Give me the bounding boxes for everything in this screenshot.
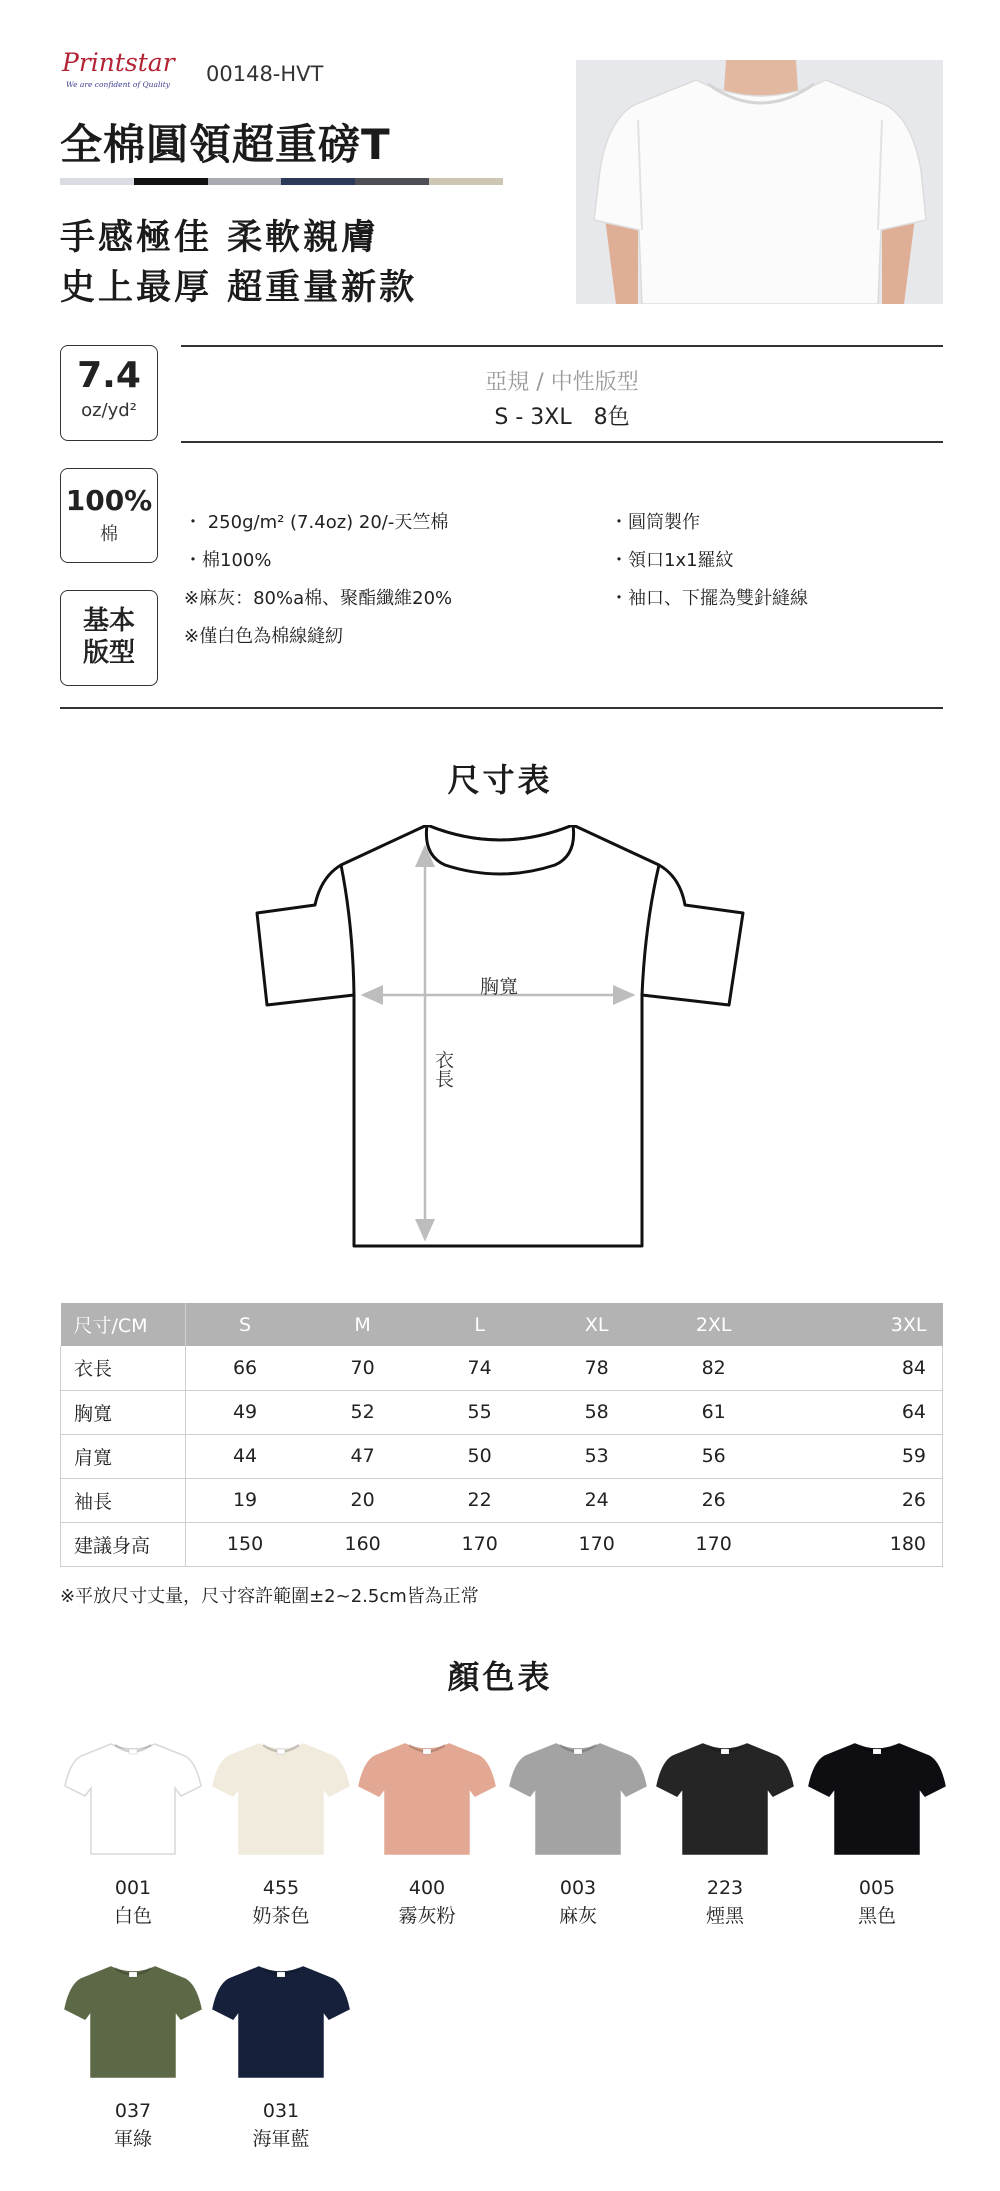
material-label: 棉 [100, 524, 118, 545]
size-column-header: L [421, 1303, 538, 1346]
size-cell: 150 [186, 1522, 305, 1566]
size-cell: 59 [772, 1434, 942, 1478]
size-row-label: 肩寬 [61, 1434, 186, 1478]
color-name: 白色 [113, 1905, 152, 1927]
size-cell: 180 [772, 1522, 942, 1566]
size-column-header: S [186, 1303, 305, 1346]
size-row-label: 衣長 [61, 1346, 186, 1390]
color-name: 霧灰粉 [398, 1905, 456, 1927]
size-cell: 47 [304, 1434, 421, 1478]
tshirt-color-swatch-icon [211, 1961, 351, 2081]
size-cell: 160 [304, 1522, 421, 1566]
size-cell: 24 [538, 1478, 655, 1522]
size-table-row [61, 1346, 943, 1390]
body-length-label: 衣長 [432, 1050, 454, 1088]
brand-logo [60, 45, 178, 93]
size-table-header [61, 1303, 943, 1346]
size-cell: 170 [538, 1522, 655, 1566]
color-bar-segment [60, 178, 134, 185]
color-option [211, 1738, 351, 1928]
size-column-header: M [304, 1303, 421, 1346]
size-cell: 61 [655, 1390, 772, 1434]
color-name: 奶茶色 [252, 1905, 310, 1927]
size-table-row [61, 1478, 943, 1522]
brand-logo-text: Printstar [62, 48, 175, 77]
product-code: 00148-HVT [206, 62, 324, 86]
product-title: 全棉圓領超重磅T [60, 120, 391, 169]
color-swatch-bar [60, 178, 503, 185]
feature-item: ※麻灰：80%a棉、聚酯纖維20% [184, 588, 453, 609]
size-cell: 19 [186, 1478, 305, 1522]
color-bar-segment [429, 178, 503, 185]
color-code: 400 [408, 1877, 446, 1899]
chest-width-label: 胸寬 [480, 976, 519, 998]
size-cell: 26 [655, 1478, 772, 1522]
model-photo [576, 60, 943, 304]
size-table-corner-header: 尺寸/CM [61, 1303, 186, 1346]
size-cell: 170 [655, 1522, 772, 1566]
fabric-weight-badge [60, 345, 158, 441]
divider [181, 441, 943, 443]
color-code: 223 [706, 1877, 744, 1899]
color-code: 037 [114, 2100, 152, 2122]
size-table-row [61, 1390, 943, 1434]
feature-item: ・ 250g/m² (7.4oz) 20/-天竺棉 [184, 512, 449, 533]
size-cell: 64 [772, 1390, 942, 1434]
size-cell: 170 [421, 1522, 538, 1566]
fit-badge-line-2: 版型 [82, 638, 135, 668]
size-cell: 82 [655, 1346, 772, 1390]
fabric-weight-unit: oz/yd² [81, 400, 137, 421]
tshirt-color-swatch-icon [63, 1738, 203, 1858]
size-cell: 20 [304, 1478, 421, 1522]
color-name: 麻灰 [558, 1905, 597, 1927]
size-cell: 84 [772, 1346, 942, 1390]
size-cell: 22 [421, 1478, 538, 1522]
size-cell: 49 [186, 1390, 305, 1434]
color-option [211, 1961, 351, 2151]
size-column-header: XL [538, 1303, 655, 1346]
size-cell: 70 [304, 1346, 421, 1390]
color-option [63, 1961, 203, 2151]
feature-item: ・棉100% [184, 550, 272, 571]
features-left-list [184, 512, 452, 664]
tshirt-color-swatch-icon [508, 1738, 648, 1858]
fabric-weight-value: 7.4 [77, 355, 141, 396]
feature-item: ※僅白色為棉線縫紉 [184, 626, 344, 647]
size-table [60, 1303, 943, 1567]
size-range: S - 3XL 8色 [494, 405, 630, 430]
color-code: 001 [114, 1877, 152, 1899]
tshirt-color-swatch-icon [655, 1738, 795, 1858]
tshirt-measurement-diagram [255, 825, 745, 1265]
color-name: 煙黑 [705, 1905, 744, 1927]
color-option [655, 1738, 795, 1928]
material-value: 100% [65, 484, 153, 517]
size-cell: 56 [655, 1434, 772, 1478]
color-bar-segment [134, 178, 208, 185]
size-row-label: 胸寬 [61, 1390, 186, 1434]
size-cell: 66 [186, 1346, 305, 1390]
tshirt-color-swatch-icon [211, 1738, 351, 1858]
divider [181, 345, 943, 347]
size-cell: 26 [772, 1478, 942, 1522]
color-code: 005 [858, 1877, 896, 1899]
color-chart-title: 顏色表 [447, 1658, 553, 1696]
tshirt-color-swatch-icon [357, 1738, 497, 1858]
size-table-row [61, 1434, 943, 1478]
size-table-row [61, 1522, 943, 1566]
tshirt-color-swatch-icon [63, 1961, 203, 2081]
size-cell: 52 [304, 1390, 421, 1434]
size-column-header: 2XL [655, 1303, 772, 1346]
size-cell: 44 [186, 1434, 305, 1478]
size-cell: 74 [421, 1346, 538, 1390]
size-cell: 78 [538, 1346, 655, 1390]
features-right-list [610, 512, 808, 626]
color-code: 003 [559, 1877, 597, 1899]
fit-badge-line-1: 基本 [82, 606, 135, 636]
color-name: 軍綠 [113, 2128, 152, 2150]
fit-badge [60, 590, 158, 686]
material-badge [60, 468, 158, 563]
feature-item: ・袖口、下擺為雙針縫線 [610, 588, 808, 609]
size-chart-title: 尺寸表 [447, 761, 553, 799]
slogan-line-2: 史上最厚 超重量新款 [60, 268, 418, 308]
size-column-header: 3XL [772, 1303, 942, 1346]
size-row-label: 袖長 [61, 1478, 186, 1522]
color-bar-segment [281, 178, 355, 185]
color-option [807, 1738, 947, 1928]
measurement-note: ※平放尺寸丈量，尺寸容許範圍±2~2.5cm皆為正常 [60, 1586, 479, 1607]
color-option [508, 1738, 648, 1928]
color-option [357, 1738, 497, 1928]
size-cell: 55 [421, 1390, 538, 1434]
color-code: 031 [262, 2100, 300, 2122]
section-divider [60, 707, 943, 709]
brand-tagline: We are confident of Quality [66, 80, 170, 89]
size-cell: 53 [538, 1434, 655, 1478]
size-cell: 58 [538, 1390, 655, 1434]
feature-item: ・圓筒製作 [610, 512, 700, 533]
slogan-line-1: 手感極佳 柔軟親膚 [60, 218, 380, 258]
color-bar-segment [355, 178, 429, 185]
color-name: 黑色 [857, 1905, 896, 1927]
color-bar-segment [208, 178, 282, 185]
color-option [63, 1738, 203, 1928]
size-row-label: 建議身高 [61, 1522, 186, 1566]
size-cell: 50 [421, 1434, 538, 1478]
color-code: 455 [262, 1877, 300, 1899]
feature-item: ・領口1x1羅紋 [610, 550, 734, 571]
tshirt-color-swatch-icon [807, 1738, 947, 1858]
color-name: 海軍藍 [252, 2128, 310, 2150]
fit-type-label: 亞規 / 中性版型 [485, 370, 639, 395]
